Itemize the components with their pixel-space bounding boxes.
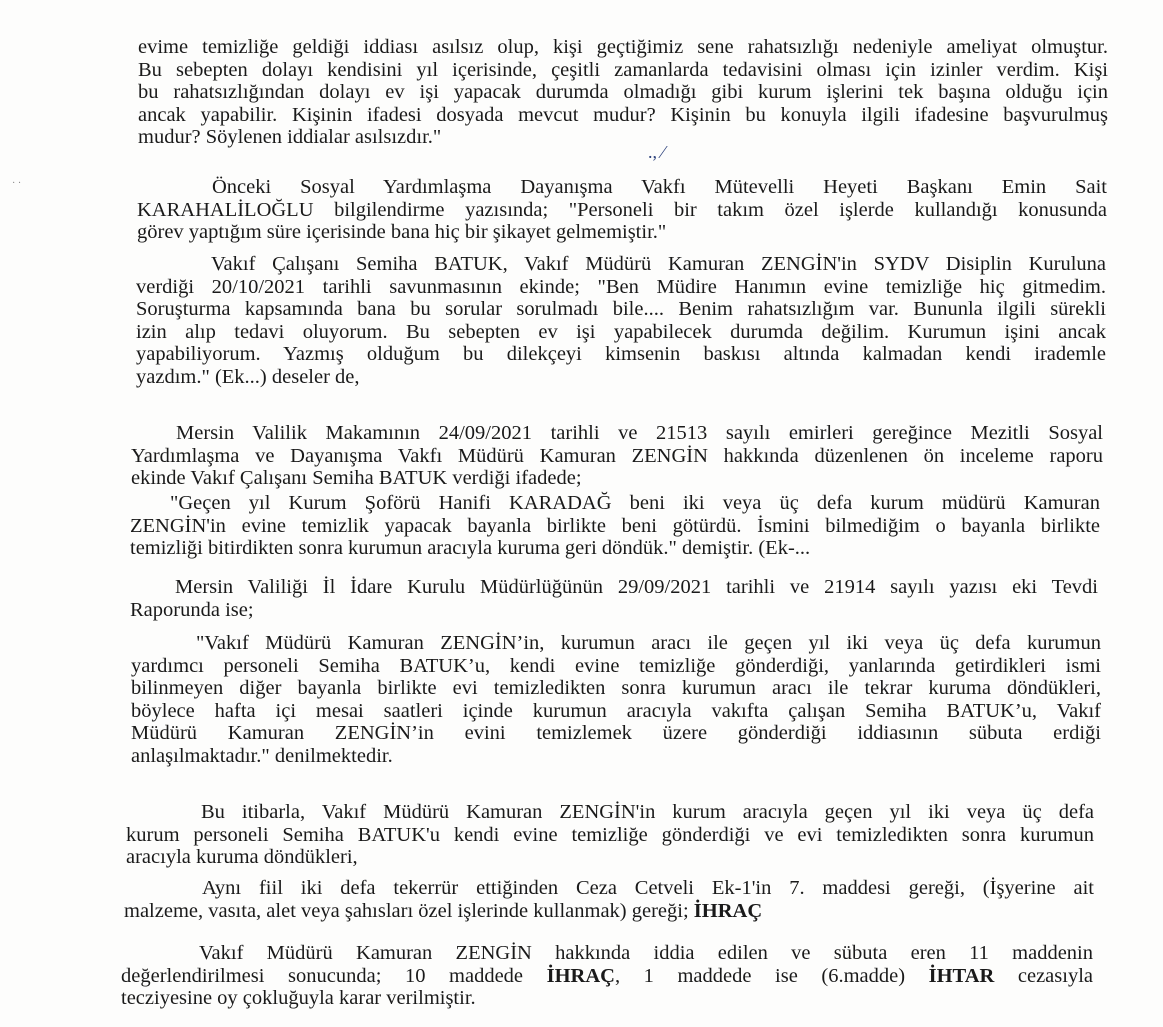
text-line: ancak yapabilir. Kişinin ifadesi dosyada mevcut mudur? Kişinin bu konuyla ilgili ifadesine başvurulmuş bbox=[138, 103, 1108, 126]
text-line: Bu sebepten dolayı kendisini yıl içerisinde, çeşitli zamanlarda tedavisini olması için izinler verdim. Kişi bbox=[138, 58, 1108, 81]
paragraph-continuation bbox=[138, 36, 1108, 149]
text-line: "Geçen yıl Kurum Şoförü Hanifi KARADAĞ beni iki veya üç defa kurum müdürü Kamuran bbox=[170, 492, 1100, 514]
text-line: Soruşturma kapsamında bana bu sorular sorulmadı bile.... Benim rahatsızlığım var. Bununla ilgili sürekli bbox=[136, 298, 1106, 320]
text-line: Müdürü Kamuran ZENGİN’in evini temizlemek üzere gönderdiği iddiasının sübuta erdiği bbox=[131, 722, 1101, 744]
paragraph-report-quote bbox=[131, 632, 1101, 767]
text-fragment: malzeme, vasıta, alet veya şahısları özel işlerinde kullanmak) gereği; bbox=[124, 899, 689, 922]
paragraph-employee-defense bbox=[136, 253, 1106, 388]
text-line: ekinde Vakıf Çalışanı Semiha BATUK verdiği ifadede; bbox=[131, 467, 582, 489]
text-line: kurum personeli Semiha BATUK'u kendi evine temizliğe gönderdiği ve evi temizledikten sonra kurumun bbox=[126, 823, 1094, 846]
text-line bbox=[124, 900, 1094, 923]
text-line: Aynı fiil iki defa tekerrür ettiğinden Ceza Cetveli Ek-1'in 7. maddesi gereği, (İşyerine ait bbox=[202, 877, 1094, 899]
text-line: mudur? Söylenen iddialar asılsızdır." bbox=[138, 126, 442, 148]
text-line: Mersin Valiliği İl İdare Kurulu Müdürlüğünün 29/09/2021 tarihli ve 21914 sayılı yazısı eki Tevdi bbox=[175, 576, 1098, 598]
text-line: Yardımlaşma ve Dayanışma Vakfı Müdürü Kamuran ZENGİN hakkında düzenlenen ön inceleme raporu bbox=[131, 444, 1103, 467]
text-line: yardımcı personeli Semiha BATUK’u, kendi evine temizliğe gönderdiği, yanlarında getirdikleri ismi bbox=[131, 654, 1101, 677]
text-line: görev yaptığım süre içerisinde bana hiç bir şikayet gelmemiştir." bbox=[137, 221, 667, 243]
paragraph-employee-statement bbox=[130, 492, 1100, 560]
text-line: temizliği bitirdikten sonra kurumun aracıyla kuruma geri döndük." demiştir. (Ek-... bbox=[130, 537, 811, 559]
dismissal-verdict: İHRAÇ bbox=[546, 964, 615, 987]
paragraph-final-decision bbox=[121, 942, 1093, 1010]
text-line: evime temizliğe geldiği iddiası asılsız olup, kişi geçtiğimiz sene rahatsızlığı nedeniyle ameliyat olmuştur. bbox=[138, 36, 1108, 58]
text-line: Raporunda ise; bbox=[130, 598, 254, 621]
ink-speck: ., ⁄ bbox=[648, 142, 665, 162]
paragraph-former-chairman bbox=[137, 176, 1107, 244]
text-line: Vakıf Müdürü Kamuran ZENGİN hakkında iddia edilen ve sübuta eren 11 maddenin bbox=[199, 942, 1093, 964]
text-line: KARAHALİLOĞLU bilgilendirme yazısında; "Personeli bir takım özel işlerde kullandığı konusunda bbox=[137, 198, 1107, 221]
paragraph-governorship-order bbox=[131, 422, 1103, 490]
text-line: Bu itibarla, Vakıf Müdürü Kamuran ZENGİN'in kurum aracıyla geçen yıl iki veya üç defa bbox=[201, 801, 1094, 823]
text-line: böylece hafta içi mesai saatleri içinde kurumun aracıyla vakıfta çalışan Semiha BATUK’u, Vakıf bbox=[131, 699, 1101, 722]
text-line: "Vakıf Müdürü Kamuran ZENGİN’in, kurumun aracı ile geçen yıl iki veya üç defa kurumun bbox=[196, 632, 1101, 654]
text-line: yazdım." (Ek...) deseler de, bbox=[136, 365, 360, 388]
text-line: ZENGİN'in evine temizlik yapacak bayanla birlikte beni götürdü. İsmini bilmediğim o bayanla birlikte bbox=[130, 514, 1100, 537]
text-line: bilinmeyen diğer bayanla birlikte evi temizledikten sonra kurumun aracı ile tekrar kuruma döndükleri, bbox=[131, 677, 1101, 699]
text-line: anlaşılmaktadır." denilmektedir. bbox=[131, 744, 393, 767]
paragraph-conclusion bbox=[126, 801, 1094, 869]
text-line: bu rahatsızlığından dolayı ev işi yapacak durumda olmadığı gibi kurum işlerini tek başına olduğu için bbox=[138, 81, 1108, 103]
text-line bbox=[121, 965, 1093, 988]
text-fragment: cezasıyla bbox=[1017, 964, 1094, 987]
text-line: Önceki Sosyal Yardımlaşma Dayanışma Vakfı Mütevelli Heyeti Başkanı Emin Sait bbox=[212, 176, 1107, 198]
dismissal-verdict: İHRAÇ bbox=[693, 899, 763, 922]
text-fragment: , 1 maddede ise (6.madde) bbox=[614, 964, 906, 987]
text-line: aracıyla kuruma döndükleri, bbox=[126, 846, 358, 868]
warning-verdict: İHTAR bbox=[928, 964, 995, 987]
text-line: izin alıp tedavi oluyorum. Bu sebepten ev işi yapabilecek durumda değilim. Kurumun işini ancak bbox=[136, 320, 1106, 343]
text-line: Vakıf Çalışanı Semiha BATUK, Vakıf Müdürü Kamuran ZENGİN'in SYDV Disiplin Kuruluna bbox=[211, 253, 1106, 275]
text-line: yapabiliyorum. Yazmış olduğum bu dilekçeyi kimsenin baskısı altında kalmadan kendi irademle bbox=[136, 343, 1106, 365]
text-line: Mersin Valilik Makamının 24/09/2021 tarihli ve 21513 sayılı emirleri gereğince Mezitli Sosyal bbox=[176, 422, 1103, 444]
margin-scan-dot: · · bbox=[12, 178, 22, 189]
paragraph-provincial-board bbox=[130, 576, 1098, 621]
paragraph-penalty-article bbox=[124, 877, 1094, 922]
text-fragment: değerlendirilmesi sonucunda; 10 maddede bbox=[121, 964, 524, 987]
text-line: verdiği 20/10/2021 tarihli savunmasının ekinde; "Ben Müdire Hanımın evine temizliğe hiç gitmedim. bbox=[136, 275, 1106, 298]
text-line: tecziyesine oy çokluğuyla karar verilmiştir. bbox=[121, 987, 476, 1009]
